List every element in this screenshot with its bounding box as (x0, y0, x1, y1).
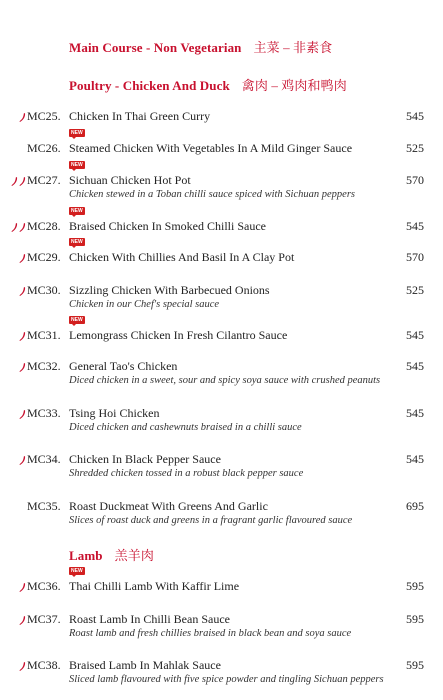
item-code: MC32. (27, 359, 61, 373)
item-name: Chicken In Black Pepper Sauce (69, 452, 221, 466)
new-badge: NEW (71, 568, 83, 574)
poultry-heading-cn: 禽肉 – 鸡肉和鸭肉 (241, 78, 347, 93)
spice-indicator (18, 363, 26, 372)
menu-item (0, 498, 443, 538)
item-name: Thai Chilli Lamb With Kaffir Lime (69, 579, 240, 593)
lamb-heading-cn: 羔羊肉 (114, 548, 154, 563)
item-name: Chicken In Thai Green Curry (69, 109, 211, 123)
item-description: Shredded chicken tossed in a robust black pepper sauce (69, 468, 304, 479)
chili-icon (19, 177, 26, 186)
menu-item (0, 451, 443, 491)
item-code: MC37. (27, 612, 61, 626)
spice-indicator (18, 583, 26, 592)
chili-icon (19, 287, 26, 296)
item-code: MC36. (27, 579, 61, 593)
item-price: 525 (406, 283, 424, 297)
item-price: 545 (406, 328, 424, 342)
item-code: MC34. (27, 452, 61, 466)
item-code: MC25. (27, 109, 61, 123)
new-badge: NEW (71, 130, 83, 136)
lamb-heading-en: Lamb (69, 548, 103, 563)
chili-icon (11, 223, 18, 232)
item-name: Roast Lamb In Chilli Bean Sauce (69, 612, 230, 626)
poultry-heading-en: Poultry - Chicken And Duck (69, 78, 230, 93)
item-code: MC31. (27, 328, 61, 342)
item-code: MC38. (27, 658, 61, 672)
menu-item (0, 358, 443, 398)
item-code: MC27. (27, 173, 61, 187)
menu-item (0, 405, 443, 445)
item-description: Roast lamb and fresh chillies braised in black bean and soya sauce (69, 628, 352, 639)
item-name: Chicken With Chillies And Basil In A Clay Pot (69, 250, 295, 264)
item-name: Steamed Chicken With Vegetables In A Mild Ginger Sauce (69, 141, 353, 155)
main-course-heading-cn: 主菜 – 非素食 (253, 40, 333, 55)
chili-icon (19, 410, 26, 419)
menu-item (0, 611, 443, 651)
spice-indicator (18, 456, 26, 465)
spice-indicator (18, 410, 26, 419)
chili-icon (19, 254, 26, 263)
item-code: MC33. (27, 406, 61, 420)
menu-item (0, 162, 443, 212)
main-course-heading (69, 37, 332, 56)
item-description: Slices of roast duck and greens in a fragrant garlic flavoured sauce (69, 515, 353, 526)
item-name: Sichuan Chicken Hot Pot (69, 173, 191, 187)
chili-icon (19, 113, 26, 122)
item-description: Diced chicken in a sweet, sour and spicy soya sauce with crushed peanuts (69, 375, 381, 386)
item-description: Diced chicken and cashewnuts braised in a chilli sauce (69, 422, 302, 433)
chili-icon (19, 616, 26, 625)
item-price: 570 (406, 173, 424, 187)
item-price: 545 (406, 359, 424, 373)
spice-indicator (10, 177, 26, 186)
item-price: 545 (406, 452, 424, 466)
item-description: Chicken stewed in a Toban chilli sauce spiced with Sichuan peppers (69, 189, 355, 200)
item-description: Chicken in our Chef's special sauce (69, 299, 220, 310)
chili-icon (11, 177, 18, 186)
item-price: 545 (406, 109, 424, 123)
item-price: 595 (406, 612, 424, 626)
item-price: 595 (406, 579, 424, 593)
item-code: MC35. (27, 499, 61, 513)
item-name: Tsing Hoi Chicken (69, 406, 160, 420)
item-price: 545 (406, 219, 424, 233)
item-code: MC28. (27, 219, 61, 233)
chili-icon (19, 456, 26, 465)
spice-indicator (18, 254, 26, 263)
item-price: 695 (406, 499, 424, 513)
poultry-heading (69, 75, 347, 94)
chili-icon (19, 332, 26, 341)
new-badge: NEW (71, 239, 83, 245)
item-name: Sizzling Chicken With Barbecued Onions (69, 283, 270, 297)
spice-indicator (18, 616, 26, 625)
item-price: 525 (406, 141, 424, 155)
chili-icon (19, 583, 26, 592)
spice-indicator (18, 113, 26, 122)
menu-item (0, 657, 443, 697)
chili-icon (19, 363, 26, 372)
item-code: MC26. (27, 141, 61, 155)
chili-icon (19, 662, 26, 671)
item-price: 570 (406, 250, 424, 264)
menu-item (0, 282, 443, 322)
spice-indicator (10, 223, 26, 232)
new-badge: NEW (71, 208, 83, 214)
item-price: 595 (406, 658, 424, 672)
spice-indicator (18, 332, 26, 341)
new-badge: NEW (71, 162, 83, 168)
item-name: Braised Chicken In Smoked Chilli Sauce (69, 219, 266, 233)
item-code: MC29. (27, 250, 61, 264)
item-name: Braised Lamb In Mahlak Sauce (69, 658, 221, 672)
spice-indicator (18, 287, 26, 296)
main-course-heading-en: Main Course - Non Vegetarian (69, 40, 242, 55)
item-code: MC30. (27, 283, 61, 297)
item-name: Roast Duckmeat With Greens And Garlic (69, 499, 268, 513)
item-name: Lemongrass Chicken In Fresh Cilantro Sauce (69, 328, 288, 342)
new-badge: NEW (71, 317, 83, 323)
chili-icon (19, 223, 26, 232)
item-name: General Tao's Chicken (69, 359, 178, 373)
item-description: Sliced lamb flavoured with five spice powder and tingling Sichuan peppers (69, 674, 384, 685)
lamb-heading (69, 545, 154, 564)
item-price: 545 (406, 406, 424, 420)
spice-indicator (18, 662, 26, 671)
